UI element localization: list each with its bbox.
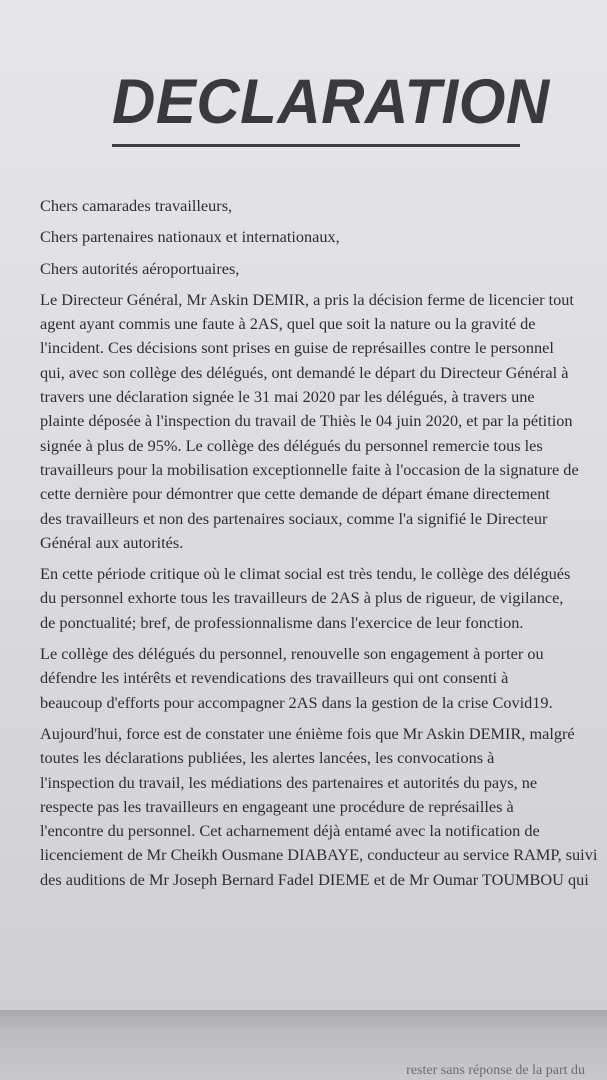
greeting-line: Chers camarades travailleurs,: [40, 196, 233, 215]
text-line: de ponctualité; bref, de professionnalisme dans l'exercice de leur fonction.: [40, 612, 524, 632]
text-line: défendre les intérêts et revendications des travailleurs qui ont consenti à: [40, 668, 509, 688]
text-line: En cette période critique où le climat social est très tendu, le collège des délégués: [40, 564, 571, 584]
text-line: l'inspection du travail, les médiations des partenaires et autorités du pays, ne: [40, 772, 538, 792]
paragraph-climate: [40, 562, 580, 635]
text-line: des travailleurs et non des partenaires sociaux, comme l'a signifié le Directeur: [40, 508, 548, 528]
text-line: cette dernière pour démontrer que cette demande de départ émane directement: [40, 484, 550, 504]
text-line: Le collège des délégués du personnel, renouvelle son engagement à porter ou: [40, 644, 544, 664]
paragraph-today: [40, 722, 598, 892]
greeting-line: Chers partenaires nationaux et internationaux,: [40, 227, 340, 247]
next-page-fragment: rester sans réponse de la part du: [406, 1063, 585, 1078]
text-line: l'encontre du personnel. Cet acharnement déjà entamé avec la notification de: [40, 821, 540, 841]
paragraph-commitment: [40, 642, 580, 715]
text-line: des auditions de Mr Joseph Bernard Fadel DIEME et de Mr Oumar TOUMBOU qui: [40, 869, 589, 889]
text-line: Le Directeur Général, Mr Askin DEMIR, a pris la décision ferme de licencier tout: [40, 289, 574, 309]
text-line: plainte déposée à l'inspection du travail de Thiès le 04 juin 2020, et par la pétition: [40, 411, 573, 431]
greeting-line: Chers autorités aéroportuaires,: [40, 258, 240, 278]
text-line: toutes les déclarations publiées, les alertes lancées, les convocations à: [40, 748, 495, 768]
text-line: beaucoup d'efforts pour accompagner 2AS dans la gestion de la crise Covid19.: [40, 692, 553, 712]
text-line: qui, avec son collège des délégués, ont demandé le départ du Directeur Général à: [40, 362, 569, 382]
text-line: l'incident. Ces décisions sont prises en guise de représailles contre le personnel: [40, 338, 554, 358]
text-line: Général aux autorités.: [40, 532, 184, 552]
text-line: travers une déclaration signée le 31 mai 2020 par les délégués, à travers une: [40, 387, 535, 407]
text-line: licenciement de Mr Cheikh Ousmane DIABAYE, conducteur au service RAMP, suivi: [40, 845, 598, 865]
document-body: [40, 194, 598, 899]
document-title: DECLARATION: [112, 66, 550, 137]
text-line: respecte pas les travailleurs en engageant une procédure de représailles à: [40, 796, 514, 816]
text-line: du personnel exhorte tous les travailleurs de 2AS à plus de rigueur, de vigilance,: [40, 588, 564, 608]
text-line: agent ayant commis une faute à 2AS, quel que soit la nature ou la gravité de: [40, 314, 536, 334]
text-line: signée à plus de 95%. Le collège des délégués du personnel remercie tous les: [40, 435, 543, 455]
text-line: travailleurs pour la mobilisation exceptionnelle faite à l'occasion de la signature de: [40, 459, 579, 479]
title-underline: [112, 144, 520, 147]
paragraph-decision: [40, 288, 580, 555]
text-line: Aujourd'hui, force est de constater une énième fois que Mr Askin DEMIR, malgré: [40, 723, 575, 743]
